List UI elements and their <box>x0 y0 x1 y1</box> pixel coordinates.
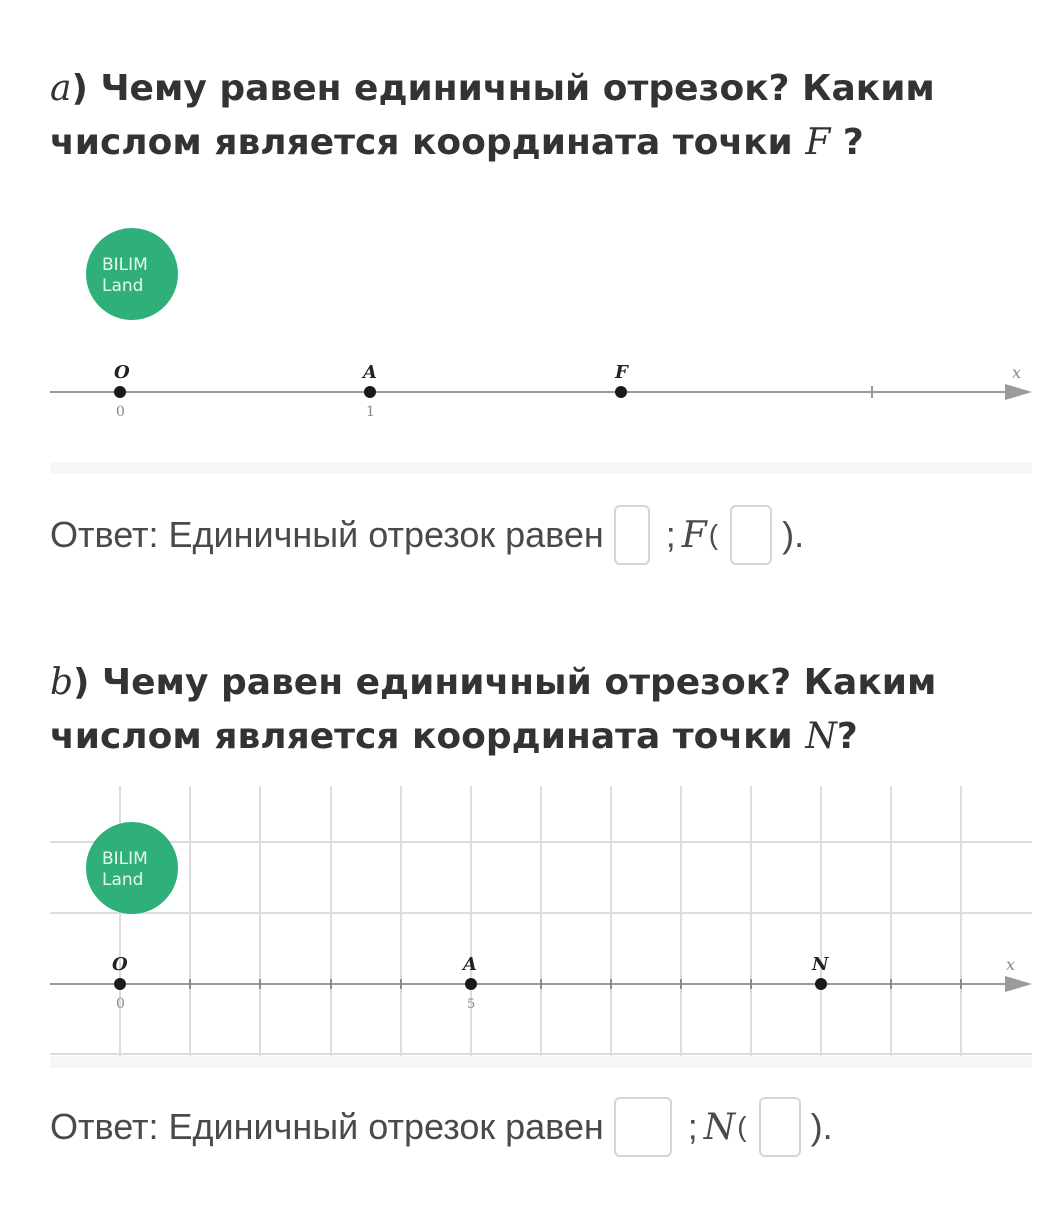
figure-a <box>50 220 1032 465</box>
answer-b-var: N <box>703 1106 736 1148</box>
point-o-b-value: 0 <box>116 996 125 1012</box>
logo-a-line2: Land <box>102 276 144 296</box>
answer-a-coord-input[interactable] <box>730 505 772 565</box>
question-b-end: ? <box>836 716 858 757</box>
grid-b <box>50 786 1032 1056</box>
point-o-b <box>114 978 126 990</box>
logo-b-line2: Land <box>102 870 144 890</box>
answer-b <box>50 1092 1030 1162</box>
question-a-text1: ) Чему равен единичный отрезок? Каким <box>71 68 935 109</box>
axis-label-b: x <box>1006 955 1016 974</box>
answer-b-coord-input[interactable] <box>759 1097 801 1157</box>
answer-b-close: ). <box>810 1106 833 1147</box>
answer-b-sep: ; <box>687 1106 698 1147</box>
answer-a-sep: ; <box>665 514 676 555</box>
axis-label-a: x <box>1012 363 1022 382</box>
axis-arrow-a <box>1005 384 1032 400</box>
answer-b-prefix: Ответ: Единичный отрезок равен <box>50 1106 604 1147</box>
answer-a-var: F <box>681 514 707 556</box>
axis-arrow-b <box>1005 976 1032 992</box>
point-a-a-label: A <box>363 362 377 383</box>
question-b <box>50 656 1030 764</box>
point-a-b-value: 5 <box>467 997 476 1012</box>
answer-b-unit-input[interactable] <box>614 1097 672 1157</box>
question-b-letter: b <box>50 662 74 703</box>
figure-b-footer <box>50 1056 1032 1068</box>
number-line-a <box>50 220 1032 465</box>
answer-a-close: ). <box>782 514 805 555</box>
point-n <box>815 978 827 990</box>
bilimland-logo-b <box>86 822 178 914</box>
question-a <box>50 62 1030 170</box>
point-a-b-label: A <box>463 954 477 975</box>
figure-a-footer <box>50 462 1032 474</box>
point-a-a <box>364 386 376 398</box>
point-n-label: N <box>812 954 829 975</box>
question-a-text2: числом является координата точки <box>50 122 806 163</box>
question-a-line2 <box>50 116 1030 170</box>
point-f-label: F <box>615 362 628 383</box>
answer-a-unit-input[interactable] <box>614 505 650 565</box>
figure-b <box>50 786 1032 1056</box>
question-b-line2 <box>50 710 1030 764</box>
question-b-text1: ) Чему равен единичный отрезок? Каким <box>73 662 937 703</box>
point-o-a <box>114 386 126 398</box>
number-line-b <box>50 786 1032 1056</box>
question-a-letter: a <box>50 68 72 109</box>
point-a-b <box>465 978 477 990</box>
answer-a <box>50 500 1030 570</box>
question-b-line1 <box>50 656 1030 710</box>
answer-a-prefix: Ответ: Единичный отрезок равен <box>50 514 604 555</box>
point-o-a-value: 0 <box>116 404 125 420</box>
answer-a-open: ( <box>708 519 719 550</box>
question-a-var: F <box>805 122 831 163</box>
point-o-a-label: O <box>114 362 130 383</box>
logo-b-line1: BILIM <box>102 849 148 869</box>
question-a-end: ? <box>830 122 864 163</box>
question-a-line1 <box>50 62 1030 116</box>
point-a-a-value: 1 <box>366 404 375 420</box>
answer-b-open: ( <box>737 1111 747 1142</box>
point-o-b-label: O <box>112 954 128 975</box>
question-b-var: N <box>805 716 837 757</box>
point-f <box>615 386 627 398</box>
logo-a-line1: BILIM <box>102 255 148 275</box>
question-b-text2: числом является координата точки <box>50 716 806 757</box>
